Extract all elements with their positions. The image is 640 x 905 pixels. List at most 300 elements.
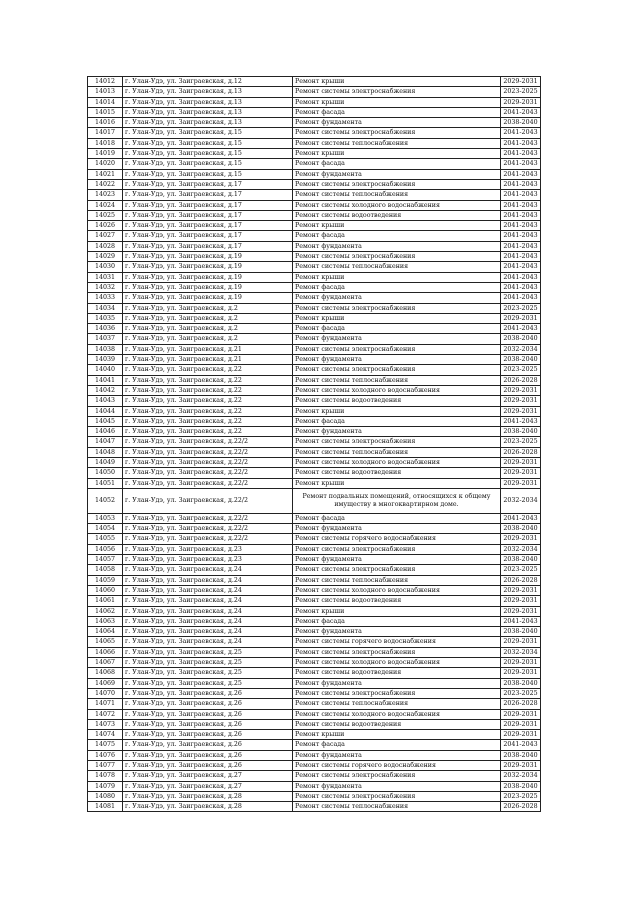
work-type-cell: Ремонт фундамента: [293, 678, 501, 688]
table-row: [88, 478, 541, 488]
table-row: [88, 544, 541, 554]
address-cell: г. Улан-Удэ, ул. Заиграевская, д.24: [123, 585, 293, 595]
work-type-cell: Ремонт фасада: [293, 513, 501, 523]
row-number: 14059: [88, 575, 123, 585]
period-cell: 2029-2031: [501, 658, 541, 668]
address-cell: г. Улан-Удэ, ул. Заиграевская, д.25: [123, 668, 293, 678]
table-row: [88, 585, 541, 595]
table-row: [88, 513, 541, 523]
work-type-cell: Ремонт системы электроснабжения: [293, 365, 501, 375]
address-cell: г. Улан-Удэ, ул. Заиграевская, д.15: [123, 138, 293, 148]
address-cell: г. Улан-Удэ, ул. Заиграевская, д.26: [123, 719, 293, 729]
table-row: [88, 252, 541, 262]
table-row: [88, 678, 541, 688]
table-row: [88, 107, 541, 117]
period-cell: 2038-2040: [501, 334, 541, 344]
work-type-cell: Ремонт крыши: [293, 97, 501, 107]
period-cell: 2029-2031: [501, 478, 541, 488]
table-row: [88, 355, 541, 365]
table-row: [88, 781, 541, 791]
work-type-cell: Ремонт фасада: [293, 740, 501, 750]
address-cell: г. Улан-Удэ, ул. Заиграевская, д.27: [123, 771, 293, 781]
work-type-cell: Ремонт системы горячего водоснабжения: [293, 534, 501, 544]
work-type-cell: Ремонт фундамента: [293, 118, 501, 128]
address-cell: г. Улан-Удэ, ул. Заиграевская, д.21: [123, 344, 293, 354]
period-cell: 2041-2043: [501, 324, 541, 334]
work-type-cell: Ремонт системы электроснабжения: [293, 771, 501, 781]
table-row: [88, 118, 541, 128]
address-cell: г. Улан-Удэ, ул. Заиграевская, д.22: [123, 375, 293, 385]
table-row: [88, 262, 541, 272]
table-row: [88, 565, 541, 575]
address-cell: г. Улан-Удэ, ул. Заиграевская, д.19: [123, 262, 293, 272]
address-cell: г. Улан-Удэ, ул. Заиграевская, д.17: [123, 221, 293, 231]
row-number: 14075: [88, 740, 123, 750]
row-number: 14076: [88, 750, 123, 760]
period-cell: 2029-2031: [501, 77, 541, 87]
work-type-cell: Ремонт крыши: [293, 478, 501, 488]
address-cell: г. Улан-Удэ, ул. Заиграевская, д.17: [123, 179, 293, 189]
table-row: [88, 77, 541, 87]
period-cell: 2041-2043: [501, 616, 541, 626]
period-cell: 2041-2043: [501, 179, 541, 189]
work-type-cell: Ремонт фасада: [293, 107, 501, 117]
work-type-cell: Ремонт фундамента: [293, 355, 501, 365]
work-type-cell: Ремонт крыши: [293, 272, 501, 282]
work-type-cell: Ремонт крыши: [293, 406, 501, 416]
table-row: [88, 169, 541, 179]
table-row: [88, 179, 541, 189]
period-cell: 2041-2043: [501, 190, 541, 200]
address-cell: г. Улан-Удэ, ул. Заиграевская, д.26: [123, 730, 293, 740]
row-number: 14014: [88, 97, 123, 107]
table-row: [88, 396, 541, 406]
table-row: [88, 241, 541, 251]
work-type-cell: Ремонт системы теплоснабжения: [293, 262, 501, 272]
work-type-cell: Ремонт системы холодного водоснабжения: [293, 585, 501, 595]
address-cell: г. Улан-Удэ, ул. Заиграевская, д.17: [123, 190, 293, 200]
work-type-cell: Ремонт системы теплоснабжения: [293, 802, 501, 812]
address-cell: г. Улан-Удэ, ул. Заиграевская, д.24: [123, 637, 293, 647]
address-cell: г. Улан-Удэ, ул. Заиграевская, д.24: [123, 575, 293, 585]
table-row: [88, 740, 541, 750]
work-type-cell: Ремонт фундамента: [293, 427, 501, 437]
table-row: [88, 761, 541, 771]
period-cell: 2029-2031: [501, 637, 541, 647]
address-cell: г. Улан-Удэ, ул. Заиграевская, д.23: [123, 555, 293, 565]
period-cell: 2038-2040: [501, 627, 541, 637]
row-number: 14068: [88, 668, 123, 678]
period-cell: 2038-2040: [501, 678, 541, 688]
row-number: 14061: [88, 596, 123, 606]
address-cell: г. Улан-Удэ, ул. Заиграевская, д.13: [123, 87, 293, 97]
period-cell: 2041-2043: [501, 262, 541, 272]
address-cell: г. Улан-Удэ, ул. Заиграевская, д.22/2: [123, 513, 293, 523]
work-type-cell: Ремонт системы водоотведения: [293, 668, 501, 678]
work-type-cell: Ремонт системы холодного водоснабжения: [293, 200, 501, 210]
table-row: [88, 730, 541, 740]
row-number: 14058: [88, 565, 123, 575]
row-number: 14037: [88, 334, 123, 344]
table-row: [88, 468, 541, 478]
table-row: [88, 709, 541, 719]
work-type-cell: Ремонт системы теплоснабжения: [293, 190, 501, 200]
work-type-cell: Ремонт крыши: [293, 313, 501, 323]
work-type-cell: Ремонт системы горячего водоснабжения: [293, 761, 501, 771]
row-number: 14015: [88, 107, 123, 117]
row-number: 14057: [88, 555, 123, 565]
period-cell: 2041-2043: [501, 138, 541, 148]
period-cell: 2023-2025: [501, 791, 541, 801]
period-cell: 2029-2031: [501, 406, 541, 416]
address-cell: г. Улан-Удэ, ул. Заиграевская, д.22/2: [123, 534, 293, 544]
row-number: 14034: [88, 303, 123, 313]
address-cell: г. Улан-Удэ, ул. Заиграевская, д.19: [123, 272, 293, 282]
row-number: 14072: [88, 709, 123, 719]
period-cell: 2041-2043: [501, 231, 541, 241]
repair-schedule-table: [87, 76, 541, 812]
period-cell: 2041-2043: [501, 293, 541, 303]
table-row: [88, 334, 541, 344]
period-cell: 2032-2034: [501, 488, 541, 513]
row-number: 14074: [88, 730, 123, 740]
period-cell: 2041-2043: [501, 128, 541, 138]
row-number: 14020: [88, 159, 123, 169]
address-cell: г. Улан-Удэ, ул. Заиграевская, д.26: [123, 740, 293, 750]
row-number: 14071: [88, 699, 123, 709]
address-cell: г. Улан-Удэ, ул. Заиграевская, д.25: [123, 647, 293, 657]
work-type-cell: Ремонт фасада: [293, 231, 501, 241]
row-number: 14040: [88, 365, 123, 375]
table-row: [88, 596, 541, 606]
row-number: 14053: [88, 513, 123, 523]
row-number: 14046: [88, 427, 123, 437]
row-number: 14048: [88, 447, 123, 457]
row-number: 14055: [88, 534, 123, 544]
period-cell: 2023-2025: [501, 565, 541, 575]
period-cell: 2029-2031: [501, 534, 541, 544]
table-row: [88, 447, 541, 457]
address-cell: г. Улан-Удэ, ул. Заиграевская, д.19: [123, 282, 293, 292]
work-type-cell: Ремонт системы электроснабжения: [293, 565, 501, 575]
address-cell: г. Улан-Удэ, ул. Заиграевская, д.22/2: [123, 524, 293, 534]
work-type-cell: Ремонт системы холодного водоснабжения: [293, 709, 501, 719]
work-type-cell: Ремонт фундамента: [293, 750, 501, 760]
period-cell: 2041-2043: [501, 272, 541, 282]
table-row: [88, 791, 541, 801]
address-cell: г. Улан-Удэ, ул. Заиграевская, д.2: [123, 303, 293, 313]
work-type-cell: Ремонт системы электроснабжения: [293, 437, 501, 447]
table-row: [88, 771, 541, 781]
table-row: [88, 324, 541, 334]
row-number: 14013: [88, 87, 123, 97]
row-number: 14033: [88, 293, 123, 303]
work-type-cell: Ремонт системы холодного водоснабжения: [293, 658, 501, 668]
address-cell: г. Улан-Удэ, ул. Заиграевская, д.24: [123, 606, 293, 616]
table-row: [88, 87, 541, 97]
work-type-cell: Ремонт системы водоотведения: [293, 719, 501, 729]
table-row: [88, 231, 541, 241]
row-number: 14042: [88, 385, 123, 395]
row-number: 14021: [88, 169, 123, 179]
period-cell: 2038-2040: [501, 555, 541, 565]
period-cell: 2026-2028: [501, 699, 541, 709]
work-type-cell: Ремонт системы холодного водоснабжения: [293, 385, 501, 395]
address-cell: г. Улан-Удэ, ул. Заиграевская, д.12: [123, 77, 293, 87]
table-row: [88, 200, 541, 210]
table-body: [88, 77, 541, 812]
table-row: [88, 365, 541, 375]
row-number: 14045: [88, 416, 123, 426]
table-row: [88, 647, 541, 657]
address-cell: г. Улан-Удэ, ул. Заиграевская, д.17: [123, 210, 293, 220]
work-type-cell: Ремонт системы электроснабжения: [293, 128, 501, 138]
period-cell: 2029-2031: [501, 668, 541, 678]
row-number: 14031: [88, 272, 123, 282]
period-cell: 2041-2043: [501, 252, 541, 262]
work-type-cell: Ремонт фундамента: [293, 627, 501, 637]
table-row: [88, 272, 541, 282]
table-row: [88, 416, 541, 426]
row-number: 14073: [88, 719, 123, 729]
period-cell: 2023-2025: [501, 688, 541, 698]
period-cell: 2023-2025: [501, 303, 541, 313]
table-row: [88, 688, 541, 698]
address-cell: г. Улан-Удэ, ул. Заиграевская, д.26: [123, 709, 293, 719]
address-cell: г. Улан-Удэ, ул. Заиграевская, д.15: [123, 169, 293, 179]
period-cell: 2041-2043: [501, 159, 541, 169]
work-type-cell: Ремонт системы электроснабжения: [293, 87, 501, 97]
address-cell: г. Улан-Удэ, ул. Заиграевская, д.17: [123, 200, 293, 210]
work-type-cell: Ремонт крыши: [293, 730, 501, 740]
work-type-cell: Ремонт системы теплоснабжения: [293, 375, 501, 385]
table-row: [88, 190, 541, 200]
row-number: 14044: [88, 406, 123, 416]
table-row: [88, 221, 541, 231]
row-number: 14017: [88, 128, 123, 138]
row-number: 14012: [88, 77, 123, 87]
work-type-cell: Ремонт системы водоотведения: [293, 468, 501, 478]
work-type-cell: Ремонт фундамента: [293, 169, 501, 179]
period-cell: 2041-2043: [501, 221, 541, 231]
address-cell: г. Улан-Удэ, ул. Заиграевская, д.26: [123, 699, 293, 709]
row-number: 14078: [88, 771, 123, 781]
table-row: [88, 457, 541, 467]
period-cell: 2041-2043: [501, 416, 541, 426]
row-number: 14060: [88, 585, 123, 595]
period-cell: 2029-2031: [501, 97, 541, 107]
row-number: 14079: [88, 781, 123, 791]
table-row: [88, 313, 541, 323]
row-number: 14016: [88, 118, 123, 128]
table-row: [88, 488, 541, 513]
period-cell: 2041-2043: [501, 200, 541, 210]
period-cell: 2032-2034: [501, 544, 541, 554]
address-cell: г. Улан-Удэ, ул. Заиграевская, д.24: [123, 616, 293, 626]
period-cell: 2032-2034: [501, 344, 541, 354]
row-number: 14019: [88, 149, 123, 159]
work-type-cell: Ремонт крыши: [293, 77, 501, 87]
address-cell: г. Улан-Удэ, ул. Заиграевская, д.22: [123, 396, 293, 406]
address-cell: г. Улан-Удэ, ул. Заиграевская, д.19: [123, 293, 293, 303]
address-cell: г. Улан-Удэ, ул. Заиграевская, д.2: [123, 334, 293, 344]
address-cell: г. Улан-Удэ, ул. Заиграевская, д.15: [123, 149, 293, 159]
row-number: 14026: [88, 221, 123, 231]
period-cell: 2038-2040: [501, 118, 541, 128]
table-row: [88, 606, 541, 616]
address-cell: г. Улан-Удэ, ул. Заиграевская, д.17: [123, 241, 293, 251]
period-cell: 2026-2028: [501, 575, 541, 585]
table-row: [88, 627, 541, 637]
work-type-cell: Ремонт крыши: [293, 221, 501, 231]
period-cell: 2038-2040: [501, 750, 541, 760]
row-number: 14030: [88, 262, 123, 272]
table-row: [88, 303, 541, 313]
address-cell: г. Улан-Удэ, ул. Заиграевская, д.22: [123, 385, 293, 395]
table-row: [88, 437, 541, 447]
address-cell: г. Улан-Удэ, ул. Заиграевская, д.27: [123, 781, 293, 791]
row-number: 14080: [88, 791, 123, 801]
table-row: [88, 658, 541, 668]
period-cell: 2023-2025: [501, 87, 541, 97]
row-number: 14032: [88, 282, 123, 292]
work-type-cell: Ремонт фундамента: [293, 334, 501, 344]
address-cell: г. Улан-Удэ, ул. Заиграевская, д.25: [123, 658, 293, 668]
address-cell: г. Улан-Удэ, ул. Заиграевская, д.22: [123, 416, 293, 426]
row-number: 14081: [88, 802, 123, 812]
row-number: 14056: [88, 544, 123, 554]
work-type-cell: Ремонт подвальных помещений, относящихся к общему имуществу в многоквартирном доме.: [293, 488, 501, 513]
row-number: 14041: [88, 375, 123, 385]
address-cell: г. Улан-Удэ, ул. Заиграевская, д.22: [123, 427, 293, 437]
row-number: 14051: [88, 478, 123, 488]
work-type-cell: Ремонт фасада: [293, 616, 501, 626]
work-type-cell: Ремонт фундамента: [293, 781, 501, 791]
work-type-cell: Ремонт системы водоотведения: [293, 210, 501, 220]
work-type-cell: Ремонт фундамента: [293, 555, 501, 565]
table-row: [88, 637, 541, 647]
period-cell: 2041-2043: [501, 740, 541, 750]
address-cell: г. Улан-Удэ, ул. Заиграевская, д.22/2: [123, 468, 293, 478]
address-cell: г. Улан-Удэ, ул. Заиграевская, д.21: [123, 355, 293, 365]
period-cell: 2029-2031: [501, 596, 541, 606]
table-row: [88, 802, 541, 812]
period-cell: 2041-2043: [501, 282, 541, 292]
table-row: [88, 616, 541, 626]
table-row: [88, 293, 541, 303]
address-cell: г. Улан-Удэ, ул. Заиграевская, д.28: [123, 802, 293, 812]
address-cell: г. Улан-Удэ, ул. Заиграевская, д.13: [123, 107, 293, 117]
work-type-cell: Ремонт системы водоотведения: [293, 596, 501, 606]
row-number: 14047: [88, 437, 123, 447]
table-row: [88, 282, 541, 292]
period-cell: 2029-2031: [501, 313, 541, 323]
row-number: 14070: [88, 688, 123, 698]
row-number: 14069: [88, 678, 123, 688]
address-cell: г. Улан-Удэ, ул. Заиграевская, д.24: [123, 565, 293, 575]
address-cell: г. Улан-Удэ, ул. Заиграевская, д.26: [123, 688, 293, 698]
address-cell: г. Улан-Удэ, ул. Заиграевская, д.22/2: [123, 437, 293, 447]
period-cell: 2026-2028: [501, 375, 541, 385]
work-type-cell: Ремонт системы электроснабжения: [293, 544, 501, 554]
address-cell: г. Улан-Удэ, ул. Заиграевская, д.26: [123, 750, 293, 760]
work-type-cell: Ремонт системы теплоснабжения: [293, 138, 501, 148]
row-number: 14043: [88, 396, 123, 406]
work-type-cell: Ремонт системы электроснабжения: [293, 688, 501, 698]
work-type-cell: Ремонт фасада: [293, 159, 501, 169]
table-row: [88, 699, 541, 709]
address-cell: г. Улан-Удэ, ул. Заиграевская, д.22/2: [123, 488, 293, 513]
work-type-cell: Ремонт системы электроснабжения: [293, 344, 501, 354]
address-cell: г. Улан-Удэ, ул. Заиграевская, д.2: [123, 313, 293, 323]
table-row: [88, 385, 541, 395]
table-row: [88, 149, 541, 159]
work-type-cell: Ремонт системы водоотведения: [293, 396, 501, 406]
address-cell: г. Улан-Удэ, ул. Заиграевская, д.17: [123, 231, 293, 241]
row-number: 14065: [88, 637, 123, 647]
work-type-cell: Ремонт системы теплоснабжения: [293, 699, 501, 709]
work-type-cell: Ремонт фундамента: [293, 524, 501, 534]
address-cell: г. Улан-Удэ, ул. Заиграевская, д.22: [123, 365, 293, 375]
work-type-cell: Ремонт крыши: [293, 606, 501, 616]
table-row: [88, 524, 541, 534]
table-row: [88, 375, 541, 385]
row-number: 14066: [88, 647, 123, 657]
address-cell: г. Улан-Удэ, ул. Заиграевская, д.15: [123, 128, 293, 138]
period-cell: 2038-2040: [501, 781, 541, 791]
period-cell: 2029-2031: [501, 396, 541, 406]
row-number: 14027: [88, 231, 123, 241]
period-cell: 2029-2031: [501, 606, 541, 616]
work-type-cell: Ремонт системы холодного водоснабжения: [293, 457, 501, 467]
table-row: [88, 750, 541, 760]
row-number: 14023: [88, 190, 123, 200]
address-cell: г. Улан-Удэ, ул. Заиграевская, д.24: [123, 627, 293, 637]
work-type-cell: Ремонт фундамента: [293, 293, 501, 303]
work-type-cell: Ремонт системы горячего водоснабжения: [293, 637, 501, 647]
period-cell: 2029-2031: [501, 468, 541, 478]
table-row: [88, 555, 541, 565]
period-cell: 2023-2025: [501, 365, 541, 375]
row-number: 14049: [88, 457, 123, 467]
row-number: 14039: [88, 355, 123, 365]
row-number: 14052: [88, 488, 123, 513]
table-row: [88, 719, 541, 729]
row-number: 14029: [88, 252, 123, 262]
row-number: 14064: [88, 627, 123, 637]
period-cell: 2041-2043: [501, 513, 541, 523]
period-cell: 2029-2031: [501, 709, 541, 719]
row-number: 14025: [88, 210, 123, 220]
address-cell: г. Улан-Удэ, ул. Заиграевская, д.22/2: [123, 447, 293, 457]
work-type-cell: Ремонт фундамента: [293, 241, 501, 251]
period-cell: 2029-2031: [501, 385, 541, 395]
period-cell: 2038-2040: [501, 524, 541, 534]
period-cell: 2041-2043: [501, 169, 541, 179]
period-cell: 2038-2040: [501, 427, 541, 437]
period-cell: 2029-2031: [501, 457, 541, 467]
work-type-cell: Ремонт системы электроснабжения: [293, 252, 501, 262]
row-number: 14077: [88, 761, 123, 771]
address-cell: г. Улан-Удэ, ул. Заиграевская, д.23: [123, 544, 293, 554]
address-cell: г. Улан-Удэ, ул. Заиграевская, д.13: [123, 97, 293, 107]
period-cell: 2032-2034: [501, 771, 541, 781]
table-row: [88, 97, 541, 107]
row-number: 14028: [88, 241, 123, 251]
work-type-cell: Ремонт системы теплоснабжения: [293, 447, 501, 457]
row-number: 14054: [88, 524, 123, 534]
work-type-cell: Ремонт системы электроснабжения: [293, 647, 501, 657]
